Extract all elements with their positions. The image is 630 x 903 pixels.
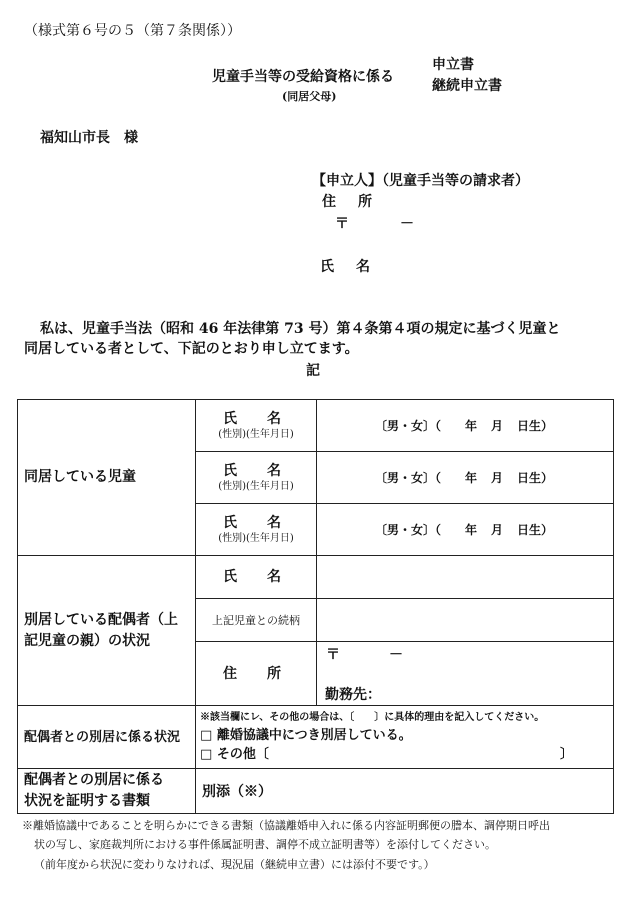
child-value-cell[interactable]	[317, 452, 614, 504]
form-number: （様式第６号の５（第７条関係））	[24, 23, 241, 39]
applicant-postal-symbol: 〒	[335, 216, 349, 232]
title-option-application: 申立書	[432, 57, 474, 73]
statement-line-1: 私は、児童手当法（昭和 46 年法律第 73 号）第４条第４項の規定に基づく児童と	[40, 321, 561, 337]
spouse-category-line-2: 記児童の親）の状況	[24, 632, 150, 649]
title-option-continuation: 継続申立書	[432, 78, 502, 94]
child-gender: 〔男・女〕（	[375, 523, 442, 537]
documents-category-line-2: 状況を証明する書類	[24, 793, 150, 809]
spouse-name-label-cell	[196, 556, 317, 599]
separation-options-cell	[196, 706, 614, 769]
child-month: 月	[491, 419, 504, 433]
child-label-cell	[196, 504, 317, 556]
spouse-relation-label: 上記児童との続柄	[196, 599, 317, 642]
separation-option-other-label: その他〔	[216, 747, 269, 762]
child-day: 日生）	[517, 471, 554, 485]
documents-category	[18, 769, 196, 814]
spouse-name-label: 氏 名	[223, 569, 289, 585]
child-name-label: 氏 名	[223, 462, 289, 479]
documents-category-line-1: 配偶者との別居に係る	[24, 772, 164, 788]
spouse-address-field[interactable]	[317, 642, 614, 706]
statement-line-2: 同居している者として、下記のとおり申し立てます。	[24, 341, 359, 357]
ki-mark: 記	[306, 363, 320, 379]
applicant-postal-dash: －	[400, 216, 414, 232]
form-subtitle: (同居父母)	[282, 90, 337, 103]
footnote-line-1: ※離婚協議中であることを明らかにできる書類（協議離婚申入れに係る内容証明郵便の謄本、調停期日呼出	[22, 819, 550, 832]
addressee: 福知山市長 様	[40, 130, 138, 146]
child-year: 年	[465, 419, 478, 433]
spouse-address-label-cell	[196, 642, 317, 706]
child-day: 日生）	[517, 523, 554, 537]
child-label-cell	[196, 452, 317, 504]
spouse-category	[18, 556, 196, 706]
spouse-address-label: 住 所	[223, 665, 289, 682]
spouse-relation-field[interactable]	[317, 599, 614, 642]
separation-option-other-close: 〕	[560, 747, 574, 762]
spouse-name-row	[18, 556, 614, 599]
children-category: 同居している児童	[18, 400, 196, 556]
child-value-cell[interactable]	[317, 504, 614, 556]
child-row	[18, 400, 614, 452]
separation-option-other[interactable]	[200, 745, 613, 764]
spouse-postal-symbol: 〒	[326, 647, 340, 663]
child-label-cell	[196, 400, 317, 452]
separation-note: ※該当欄にレ、その他の場合は、〔 〕に具体的理由を記入してください。	[200, 712, 545, 723]
child-name-label: 氏 名	[223, 410, 289, 427]
documents-row	[18, 769, 614, 814]
child-name-label: 氏 名	[223, 514, 289, 531]
footnote-line-3: （前年度から状況に変わりなければ、現況届（継続申立書）には添付不要です。）	[34, 858, 435, 871]
separation-category: 配偶者との別居に係る状況	[18, 706, 196, 769]
child-month: 月	[491, 471, 504, 485]
declaration-table	[17, 399, 614, 814]
child-value-cell[interactable]	[317, 400, 614, 452]
checkbox-icon[interactable]: □	[200, 747, 213, 762]
child-sublabel: (性別)(生年月日)	[218, 532, 294, 544]
spouse-name-field[interactable]	[317, 556, 614, 599]
child-day: 日生）	[517, 419, 554, 433]
applicant-heading: 【申立人】（児童手当等の請求者）	[312, 173, 529, 189]
separation-option-divorce-label: 離婚協議中につき別居している。	[216, 728, 412, 743]
checkbox-icon[interactable]: □	[200, 728, 213, 743]
child-gender: 〔男・女〕（	[375, 419, 442, 433]
form-title: 児童手当等の受給資格に係る	[212, 69, 394, 85]
spouse-workplace-label: 勤務先：	[325, 687, 381, 703]
child-year: 年	[465, 523, 478, 537]
child-year: 年	[465, 471, 478, 485]
child-month: 月	[491, 523, 504, 537]
spouse-postal-dash: －	[389, 647, 403, 663]
child-gender: 〔男・女〕（	[375, 471, 442, 485]
separation-row	[18, 706, 614, 769]
child-sublabel: (性別)(生年月日)	[218, 480, 294, 492]
child-sublabel: (性別)(生年月日)	[218, 428, 294, 440]
applicant-name-label: 氏 名	[320, 259, 374, 275]
documents-value: 別添（※）	[196, 769, 614, 814]
footnote-line-2: 状の写し、家庭裁判所における事件係属証明書、調停不成立証明書等）を添付してください。	[34, 838, 496, 851]
separation-option-divorce[interactable]	[200, 726, 613, 745]
spouse-category-line-1: 別居している配偶者（上	[24, 611, 178, 628]
applicant-address-label: 住 所	[322, 194, 376, 210]
